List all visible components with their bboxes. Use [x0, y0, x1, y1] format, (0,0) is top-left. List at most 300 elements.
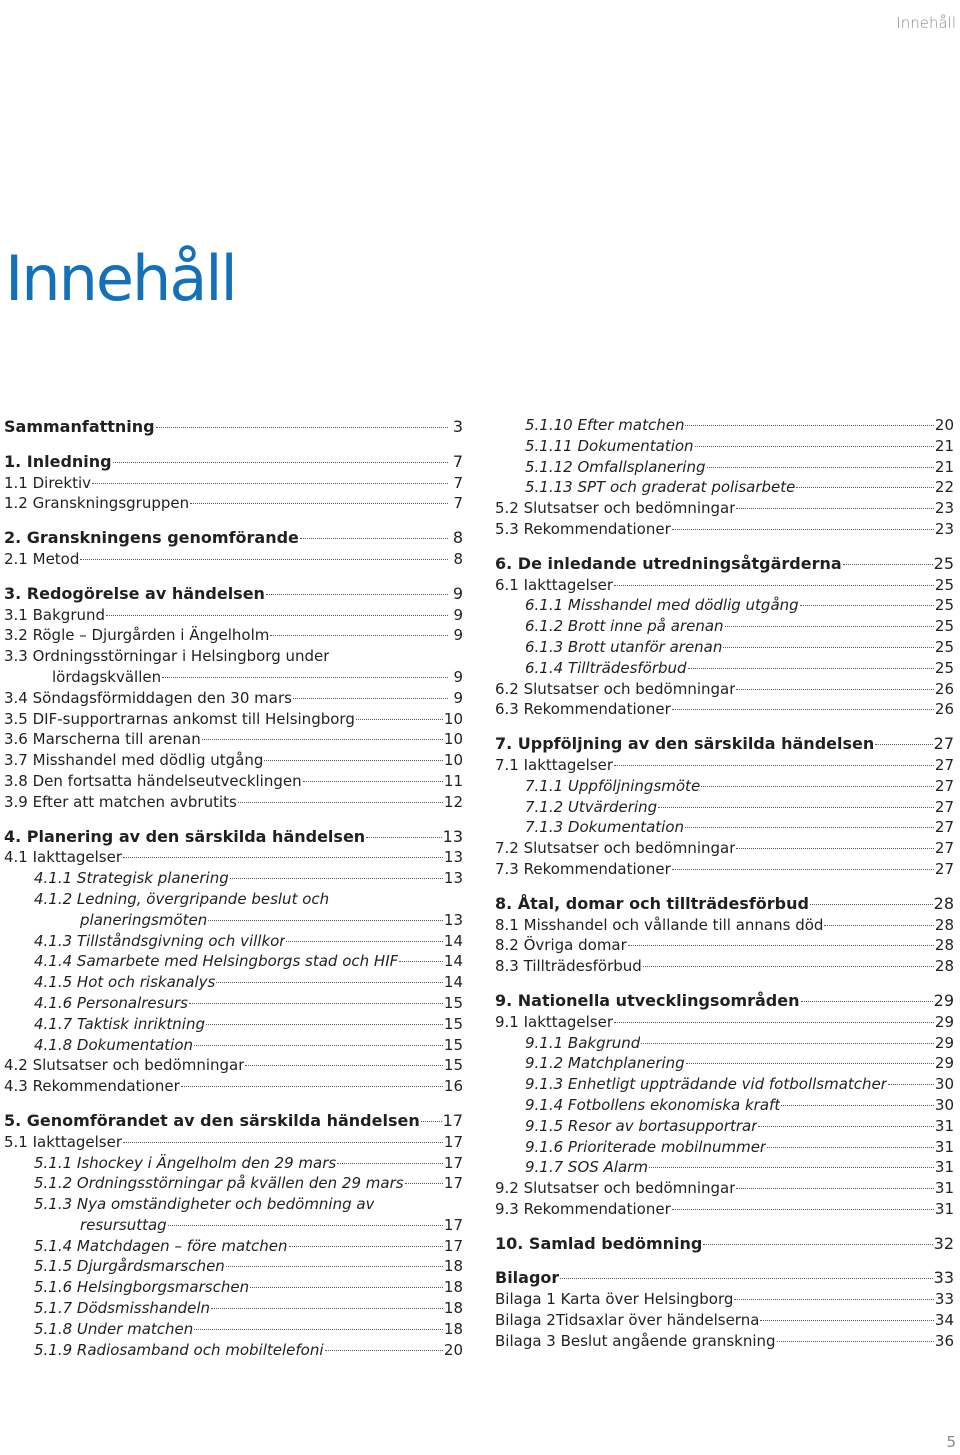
dot-leader [366, 837, 441, 838]
toc-entry-page-number: 25 [934, 596, 954, 615]
toc-entry[interactable] [495, 1157, 954, 1178]
toc-entry[interactable] [495, 457, 954, 478]
toc-entry-page-number: 21 [934, 436, 954, 455]
toc-entry[interactable] [4, 729, 463, 750]
toc-entry-label: 3. Redogörelse av händelsen [4, 583, 265, 603]
toc-entry-label: 5.1.11 Dokumentation [525, 436, 694, 455]
toc-entry-label: 3.6 Marscherna till arenan [4, 730, 201, 749]
toc-entry[interactable] [495, 1095, 954, 1116]
dot-leader [875, 744, 932, 745]
dot-leader [286, 941, 442, 942]
dot-leader [194, 1329, 443, 1330]
toc-entry-label: 5.1.6 Helsingborgsmarschen [34, 1278, 250, 1297]
dot-leader [264, 760, 443, 761]
dot-leader [156, 427, 448, 428]
toc-entry-label: 4.1.1 Strategisk planering [34, 869, 229, 888]
toc-entry-label: Bilaga 3 Beslut angående granskning [495, 1331, 776, 1350]
toc-entry-label: 6.1.2 Brott inne på arenan [525, 617, 724, 636]
toc-entry-label: 9.3 Rekommendationer [495, 1199, 671, 1218]
toc-entry-page-number: 15 [443, 993, 463, 1012]
toc-entry[interactable] [4, 868, 463, 889]
toc-entry-page-number: 10 [443, 751, 463, 770]
toc-entry[interactable] [4, 625, 463, 646]
toc-entry-label: 7.1 Iakttagelser [495, 755, 614, 774]
toc-entry[interactable] [4, 889, 463, 910]
dot-leader [777, 1341, 934, 1342]
toc-entry[interactable] [4, 1132, 463, 1153]
toc-entry-label: 5.1 Iakttagelser [4, 1132, 123, 1151]
dot-leader [289, 1246, 443, 1247]
toc-entry-label: 5.1.10 Efter matchen [525, 416, 685, 434]
toc-entry-label: 5.1.5 Djurgårdsmarschen [34, 1257, 225, 1276]
toc-entry-page-number: 14 [443, 973, 463, 992]
toc-entry[interactable] [4, 1173, 463, 1194]
toc-entry-label: 9.1.4 Fotbollens ekonomiska kraft [525, 1095, 781, 1114]
toc-entry[interactable] [495, 415, 954, 436]
dot-leader [560, 1278, 932, 1279]
toc-entry[interactable] [495, 797, 954, 818]
dot-leader [230, 878, 443, 879]
toc-entry-page-number: 13 [443, 910, 463, 929]
toc-entry-label: 4.1 Iakttagelser [4, 848, 123, 867]
dot-leader [643, 966, 934, 967]
dot-leader [421, 1121, 442, 1122]
toc-entry-page-number: 18 [443, 1257, 463, 1276]
toc-entry-label: 4. Planering av den särskilda händelsen [4, 826, 366, 846]
toc-entry-page-number: 9 [453, 667, 463, 686]
toc-entry-page-number: 17 [443, 1236, 463, 1255]
toc-entry-page-number: 28 [933, 893, 954, 913]
toc-entry-page-number: 17 [443, 1174, 463, 1193]
toc-entry-page-number: 27 [934, 776, 954, 795]
toc-entry[interactable] [4, 847, 463, 868]
toc-entry-page-number: 27 [934, 797, 954, 816]
toc-entry-label: 5.1.7 Dödsmisshandeln [34, 1299, 211, 1318]
toc-entry[interactable] [4, 750, 463, 771]
toc-entry-label: 6.1.4 Tillträdesförbud [525, 658, 687, 677]
toc-entry-label: 3.2 Rögle – Djurgården i Ängelholm [4, 626, 270, 645]
toc-entry-page-number: 31 [934, 1158, 954, 1177]
toc-entry-label: 1. Inledning [4, 451, 112, 471]
dot-leader [758, 1126, 934, 1127]
dot-leader [293, 698, 448, 699]
toc-entry-page-number: 9 [453, 605, 463, 624]
toc-column-left [4, 417, 463, 1360]
toc-entry-page-number: 17 [443, 1215, 463, 1234]
dot-leader [760, 1320, 934, 1321]
toc-entry[interactable] [495, 595, 954, 616]
dot-leader [399, 961, 443, 962]
dot-leader [628, 945, 934, 946]
dot-leader [685, 425, 933, 426]
toc-entry[interactable] [4, 771, 463, 792]
toc-entry-label: 4.1.3 Tillståndsgivning och villkor [34, 931, 286, 950]
toc-entry-page-number: 15 [443, 1035, 463, 1054]
dot-leader [703, 1244, 932, 1245]
toc-entry-label: 4.1.8 Dokumentation [34, 1035, 194, 1054]
toc-heading[interactable] [495, 734, 954, 755]
toc-heading[interactable] [4, 827, 463, 848]
dot-leader [194, 1045, 443, 1046]
dot-leader [672, 529, 934, 530]
dot-leader [300, 538, 448, 539]
toc-entry[interactable] [495, 1310, 954, 1331]
toc-entry-label: 7.1.2 Utvärdering [525, 797, 658, 816]
toc-entry-label: 6. De inledande utredningsåtgärderna [495, 553, 842, 573]
toc-entry-page-number: 9 [452, 583, 463, 603]
toc-entry[interactable] [495, 859, 954, 880]
toc-entry-page-number: 25 [934, 617, 954, 636]
dot-leader [405, 1183, 443, 1184]
toc-entry[interactable] [4, 1055, 463, 1076]
dot-leader [888, 1084, 934, 1085]
toc-entry[interactable] [4, 709, 463, 730]
dot-leader [614, 1022, 934, 1023]
toc-entry[interactable] [495, 1116, 954, 1137]
toc-entry[interactable] [4, 1277, 463, 1298]
toc-entry-page-number: 15 [443, 1056, 463, 1075]
toc-entry-label: 3.9 Efter att matchen avbrutits [4, 792, 237, 811]
page-number: 5 [946, 1433, 956, 1451]
dot-leader [123, 857, 443, 858]
dot-leader [736, 508, 934, 509]
toc-entry-label: 5.1.13 SPT och graderat polisarbete [525, 478, 796, 497]
toc-entry-page-number: 17 [443, 1132, 463, 1151]
dot-leader [206, 1024, 443, 1025]
toc-heading[interactable] [4, 417, 463, 438]
dot-leader [672, 709, 934, 710]
toc-entry[interactable] [4, 1256, 463, 1277]
toc-entry-label: 5.1.9 Radiosamband och mobiltelefoni [34, 1340, 324, 1359]
toc-entry-page-number: 29 [933, 990, 954, 1010]
toc-entry-page-number: 30 [934, 1075, 954, 1094]
toc-entry[interactable] [495, 1012, 954, 1033]
toc-entry-page-number: 13 [443, 848, 463, 867]
toc-heading[interactable] [495, 894, 954, 915]
toc-entry-page-number: 10 [443, 709, 463, 728]
dot-leader [325, 1350, 443, 1351]
toc-entry-label: lördagskvällen [52, 667, 162, 686]
dot-leader [736, 1188, 934, 1189]
toc-entry-label: 9.1.2 Matchplanering [525, 1054, 685, 1073]
toc-entry[interactable] [4, 605, 463, 626]
dot-leader [707, 467, 934, 468]
dot-leader [641, 1043, 934, 1044]
toc-entry-label: 4.2 Slutsatser och bedömningar [4, 1056, 245, 1075]
dot-leader [843, 564, 933, 565]
toc-entry[interactable] [495, 1074, 954, 1095]
toc-entry-page-number: 27 [934, 859, 954, 878]
toc-entry-label: planeringsmöten [80, 910, 208, 929]
dot-leader [649, 1167, 934, 1168]
dot-leader [672, 869, 934, 870]
toc-entry-label: 6.1.1 Misshandel med dödlig utgång [525, 596, 799, 615]
toc-entry-page-number: 25 [934, 658, 954, 677]
toc-entry[interactable] [495, 1053, 954, 1074]
dot-leader [202, 739, 443, 740]
toc-entry[interactable] [495, 477, 954, 498]
toc-entry-label: 4.1.2 Ledning, övergripande beslut och [34, 889, 330, 908]
page-title: Innehåll [5, 242, 236, 315]
toc-entry-page-number: 8 [452, 528, 463, 548]
dot-leader [208, 920, 443, 921]
toc-entry-page-number: 17 [443, 1153, 463, 1172]
toc-entry-label: resursuttag [80, 1215, 167, 1234]
toc-entry[interactable] [4, 646, 463, 667]
toc-entry-label: 3.4 Söndagsförmiddagen den 30 mars [4, 688, 292, 707]
toc-entry-page-number: 28 [934, 957, 954, 976]
toc-entry-page-number: 31 [934, 1179, 954, 1198]
dot-leader [736, 689, 934, 690]
toc-entry-page-number: 33 [934, 1290, 954, 1309]
toc-entry-page-number: 23 [934, 499, 954, 518]
toc-entry-label: 6.1.3 Brott utanför arenan [525, 637, 723, 656]
dot-leader [796, 487, 934, 488]
toc-entry-label: 1.2 Granskningsgruppen [4, 494, 190, 513]
dot-leader [734, 1299, 933, 1300]
toc-entry-label: 5. Genomförandet av den särskilda händelsen [4, 1110, 420, 1130]
toc-entry-page-number: 28 [934, 915, 954, 934]
toc-entry[interactable] [4, 993, 463, 1014]
toc-entry[interactable] [495, 817, 954, 838]
toc-heading[interactable] [495, 991, 954, 1012]
toc-entry-label: 9.1.6 Prioriterade mobilnummer [525, 1137, 767, 1156]
toc-entry-page-number: 32 [933, 1233, 954, 1253]
toc-entry-page-number: 31 [934, 1137, 954, 1156]
dot-leader [337, 1163, 443, 1164]
toc-entry-label: 5.3 Rekommendationer [495, 519, 671, 538]
toc-entry-page-number: 15 [443, 1014, 463, 1033]
dot-leader [686, 1063, 934, 1064]
dot-leader [688, 668, 934, 669]
dot-leader [92, 483, 448, 484]
dot-leader [181, 1086, 443, 1087]
running-header: Innehåll [896, 14, 956, 32]
toc-entry[interactable] [4, 972, 463, 993]
toc-entry[interactable] [495, 519, 954, 540]
toc-entry[interactable] [495, 1137, 954, 1158]
toc-entry-label: 9.1.1 Bakgrund [525, 1033, 641, 1052]
toc-heading[interactable] [4, 528, 463, 549]
toc-entry-page-number: 29 [934, 1012, 954, 1031]
toc-entry-label: 9.2 Slutsatser och bedömningar [495, 1179, 736, 1198]
toc-entry[interactable] [4, 1194, 463, 1215]
toc-entry-page-number: 31 [934, 1116, 954, 1135]
dot-leader [356, 719, 443, 720]
toc-entry[interactable] [495, 755, 954, 776]
toc-entry-label: 2. Granskningens genomförande [4, 528, 299, 548]
toc-entry-page-number: 20 [443, 1340, 463, 1359]
toc-entry[interactable] [495, 575, 954, 596]
toc-entry-label: 9.1 Iakttagelser [495, 1012, 614, 1031]
dot-leader [695, 446, 934, 447]
toc-entry[interactable] [495, 616, 954, 637]
dot-leader [162, 677, 448, 678]
toc-entry-label: Bilagor [495, 1268, 560, 1288]
toc-entry-label: 5.1.4 Matchdagen – före matchen [34, 1236, 288, 1255]
toc-entry[interactable] [495, 637, 954, 658]
toc-entry-page-number: 3 [452, 417, 463, 436]
toc-entry-label: Bilaga 2Tidsaxlar över händelserna [495, 1311, 760, 1330]
toc-entry-page-number: 26 [934, 700, 954, 719]
toc-entry[interactable] [4, 1236, 463, 1257]
toc-entry-label: 9.1.3 Enhetligt uppträdande vid fotbollsmatcher [525, 1075, 887, 1094]
toc-entry-page-number: 34 [934, 1311, 954, 1330]
toc-entry-label: 10. Samlad bedömning [495, 1233, 703, 1253]
toc-entry[interactable] [495, 1178, 954, 1199]
toc-entry[interactable] [4, 910, 463, 931]
dot-leader [168, 1225, 443, 1226]
toc-entry-page-number: 7 [452, 451, 463, 471]
toc-entry[interactable] [4, 951, 463, 972]
toc-entry[interactable] [4, 1215, 463, 1236]
dot-leader [216, 982, 443, 983]
toc-column-right [495, 415, 954, 1352]
toc-entry-page-number: 18 [443, 1278, 463, 1297]
toc-entry-label: 7. Uppföljning av den särskilda händelsen [495, 734, 875, 754]
toc-entry-label: 9.1.7 SOS Alarm [525, 1158, 648, 1177]
toc-entry-page-number: 25 [934, 575, 954, 594]
toc-entry-label: 4.1.4 Samarbete med Helsingborgs stad och HIF [34, 952, 399, 971]
toc-entry[interactable] [495, 838, 954, 859]
toc-entry[interactable] [4, 1319, 463, 1340]
toc-entry[interactable] [4, 1298, 463, 1319]
toc-entry[interactable] [4, 493, 463, 514]
toc-entry[interactable] [495, 915, 954, 936]
toc-heading[interactable] [495, 1268, 954, 1289]
toc-entry-page-number: 22 [934, 478, 954, 497]
toc-entry-label: 4.1.6 Personalresurs [34, 993, 188, 1012]
toc-entry[interactable] [4, 473, 463, 494]
dot-leader [250, 1287, 443, 1288]
dot-leader [106, 615, 448, 616]
toc-entry-label: 4.3 Rekommendationer [4, 1077, 180, 1096]
dot-leader [80, 559, 448, 560]
dot-leader [701, 786, 934, 787]
toc-entry[interactable] [4, 549, 463, 570]
dot-leader [614, 585, 934, 586]
toc-entry-page-number: 29 [934, 1033, 954, 1052]
toc-entry-page-number: 13 [443, 869, 463, 888]
toc-entry[interactable] [495, 658, 954, 679]
dot-leader [800, 605, 934, 606]
toc-entry-label: 5.1.8 Under matchen [34, 1319, 194, 1338]
toc-entry-label: 9.1.5 Resor av bortasupportrar [525, 1116, 758, 1135]
toc-entry-page-number: 21 [934, 457, 954, 476]
toc-heading[interactable] [495, 1234, 954, 1255]
toc-entry[interactable] [495, 679, 954, 700]
toc-entry-page-number: 9 [453, 688, 463, 707]
toc-entry-page-number: 8 [453, 549, 463, 568]
toc-entry-page-number: 17 [442, 1110, 463, 1130]
toc-entry-label: 3.1 Bakgrund [4, 605, 106, 624]
dot-leader [303, 781, 443, 782]
toc-entry-page-number: 25 [934, 637, 954, 656]
toc-entry-page-number: 20 [934, 416, 954, 434]
toc-heading[interactable] [4, 1111, 463, 1132]
toc-entry-label: Bilaga 1 Karta över Helsingborg [495, 1290, 734, 1309]
toc-entry[interactable] [495, 1033, 954, 1054]
toc-entry-page-number: 29 [934, 1054, 954, 1073]
toc-entry[interactable] [4, 1035, 463, 1056]
toc-entry-page-number: 31 [934, 1199, 954, 1218]
toc-entry-label: 6.2 Slutsatser och bedömningar [495, 679, 736, 698]
toc-entry[interactable] [495, 935, 954, 956]
toc-heading[interactable] [495, 554, 954, 575]
toc-entry[interactable] [495, 1289, 954, 1310]
toc-entry-page-number: 7 [453, 494, 463, 513]
toc-entry-label: 7.1.1 Uppföljningsmöte [525, 776, 701, 795]
toc-entry-label: 8.1 Misshandel och vållande till annans död [495, 915, 824, 934]
toc-entry-label: 4.1.5 Hot och riskanalys [34, 973, 216, 992]
toc-entry-page-number: 27 [934, 818, 954, 837]
toc-entry[interactable] [4, 667, 463, 688]
toc-entry[interactable] [4, 688, 463, 709]
toc-entry-label: 4.1.7 Taktisk inriktning [34, 1014, 205, 1033]
dot-leader [824, 925, 933, 926]
toc-entry-page-number: 23 [934, 519, 954, 538]
dot-leader [685, 827, 934, 828]
toc-entry-page-number: 27 [933, 734, 954, 754]
dot-leader [767, 1147, 934, 1148]
toc-entry[interactable] [4, 792, 463, 813]
dot-leader [672, 1209, 934, 1210]
toc-heading[interactable] [4, 584, 463, 605]
toc-entry[interactable] [4, 1014, 463, 1035]
toc-entry-label: 5.1.2 Ordningsstörningar på kvällen den 29 mars [34, 1174, 404, 1193]
toc-heading[interactable] [4, 452, 463, 473]
toc-entry[interactable] [4, 1153, 463, 1174]
toc-entry-label: 5.1.3 Nya omständigheter och bedömning av [34, 1195, 375, 1214]
toc-entry[interactable] [4, 1076, 463, 1097]
dot-leader [658, 807, 934, 808]
dot-leader [266, 594, 448, 595]
toc-entry-label: 3.7 Misshandel med dödlig utgång [4, 751, 264, 770]
toc-entry-label: 7.3 Rekommendationer [495, 859, 671, 878]
toc-entry-page-number: 18 [443, 1319, 463, 1338]
toc-entry-label: 5.1.12 Omfallsplanering [525, 457, 706, 476]
toc-entry[interactable] [495, 1331, 954, 1352]
toc-entry-label: 8.2 Övriga domar [495, 936, 627, 955]
dot-leader [270, 635, 448, 636]
toc-entry-label: 8. Åtal, domar och tillträdesförbud [495, 893, 809, 913]
toc-entry-page-number: 13 [442, 826, 463, 846]
toc-entry-page-number: 18 [443, 1299, 463, 1318]
toc-entry[interactable] [4, 1340, 463, 1361]
toc-entry-label: 3.5 DIF-supportrarnas ankomst till Helsingborg [4, 709, 355, 728]
toc-entry-label: 7.1.3 Dokumentation [525, 818, 685, 837]
toc-entry[interactable] [495, 699, 954, 720]
toc-entry[interactable] [495, 436, 954, 457]
toc-entry[interactable] [495, 1199, 954, 1220]
toc-entry-page-number: 30 [934, 1095, 954, 1114]
toc-entry-page-number: 28 [934, 936, 954, 955]
toc-entry-page-number: 14 [443, 931, 463, 950]
toc-entry[interactable] [495, 498, 954, 519]
dot-leader [725, 626, 934, 627]
toc-entry[interactable] [495, 956, 954, 977]
toc-entry-label: 7.2 Slutsatser och bedömningar [495, 839, 736, 858]
toc-entry-page-number: 25 [933, 553, 954, 573]
toc-entry-label: 6.1 Iakttagelser [495, 575, 614, 594]
toc-entry-label: 2.1 Metod [4, 549, 80, 568]
dot-leader [614, 765, 934, 766]
dot-leader [189, 1003, 443, 1004]
toc-entry[interactable] [495, 776, 954, 797]
dot-leader [723, 647, 934, 648]
toc-entry-label: 9. Nationella utvecklingsområden [495, 990, 800, 1010]
toc-entry[interactable] [4, 931, 463, 952]
